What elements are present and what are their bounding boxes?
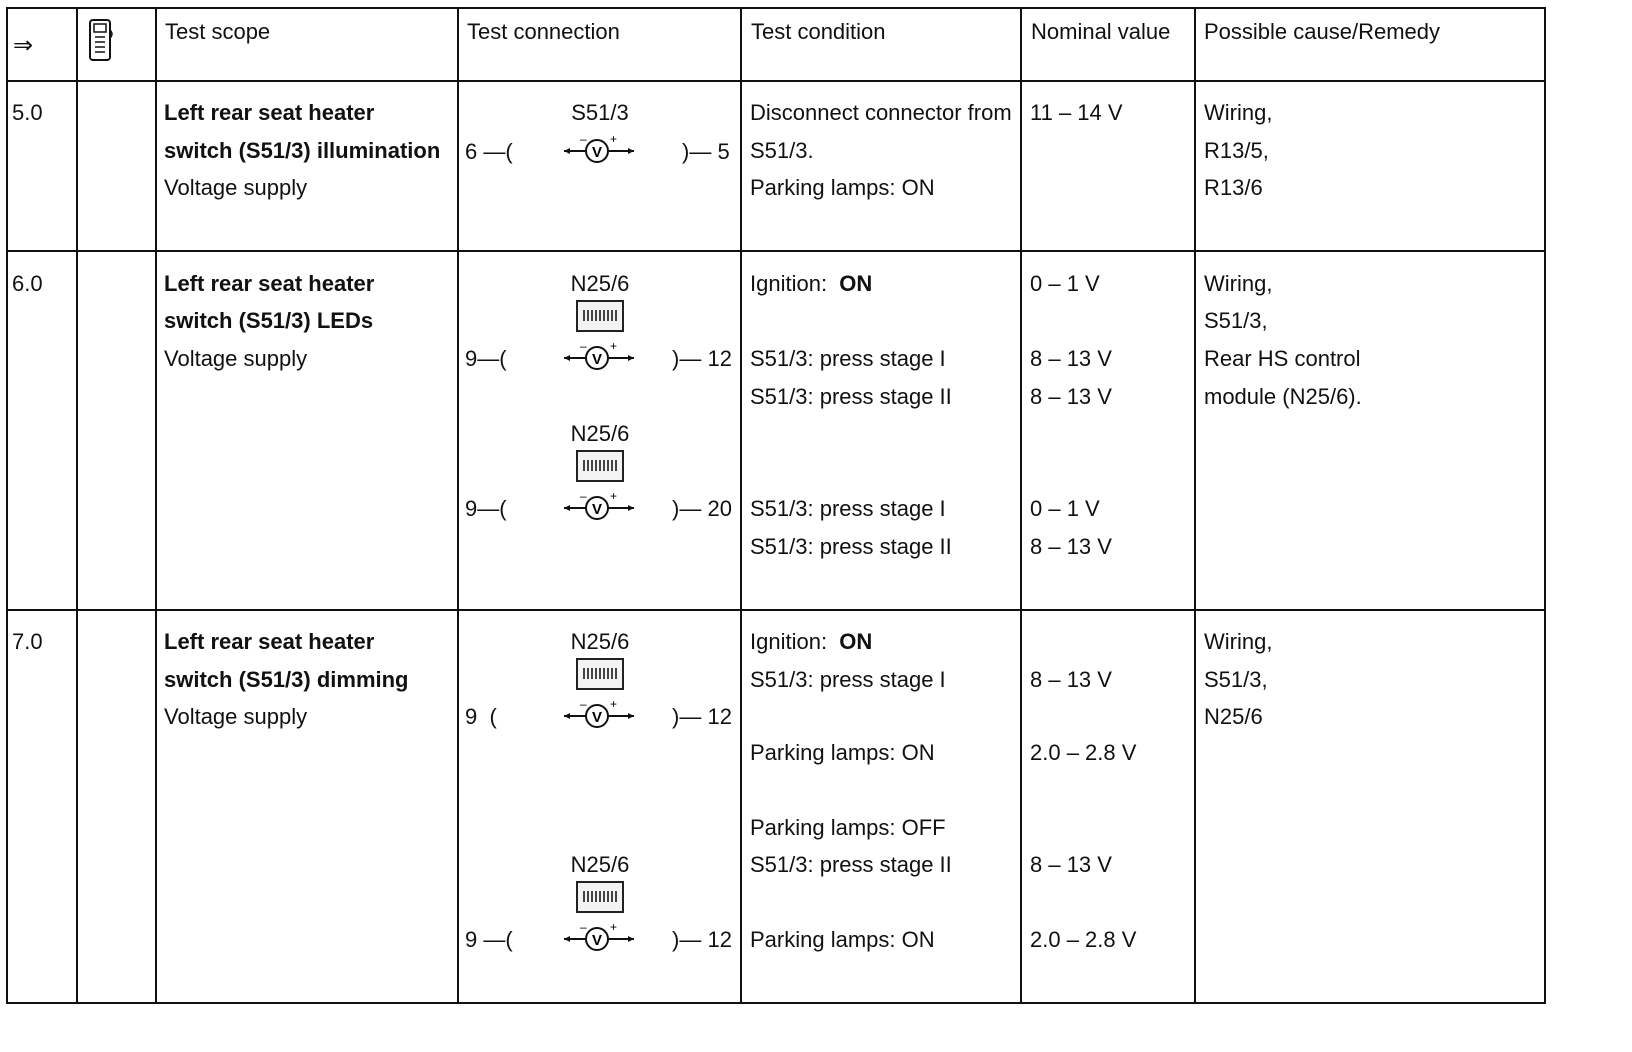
right-pin: )— 5 bbox=[682, 139, 730, 164]
control-module-icon bbox=[576, 300, 624, 332]
voltmeter-icon bbox=[560, 919, 640, 960]
header-test-connection: Test connection bbox=[467, 19, 620, 44]
test-condition: S51/3. bbox=[750, 138, 814, 163]
left-pin: 9 ( bbox=[465, 704, 497, 729]
component-label: N25/6 bbox=[570, 629, 630, 654]
svg-text:V: V bbox=[591, 501, 603, 518]
control-module-icon bbox=[576, 658, 624, 690]
remedy-line: Wiring, bbox=[1204, 629, 1273, 654]
svg-text:+: + bbox=[610, 339, 618, 353]
component-label: N25/6 bbox=[570, 421, 630, 446]
remedy-line: S51/3, bbox=[1204, 308, 1268, 333]
column-divider bbox=[1020, 7, 1022, 1004]
test-condition: Parking lamps: ON bbox=[750, 740, 935, 765]
svg-text:–: – bbox=[580, 697, 587, 711]
nominal-value: 0 – 1 V bbox=[1030, 496, 1100, 521]
column-divider bbox=[457, 7, 459, 1004]
voltmeter-icon bbox=[560, 131, 640, 172]
remedy-line: R13/6 bbox=[1204, 175, 1263, 200]
remedy-line: Rear HS control bbox=[1204, 346, 1361, 371]
test-scope-title: Left rear seat heater bbox=[164, 100, 375, 125]
right-pin: )— 12 bbox=[672, 927, 732, 952]
row-divider bbox=[6, 609, 1546, 611]
header-divider bbox=[6, 80, 1546, 82]
nominal-value: 0 – 1 V bbox=[1030, 271, 1100, 296]
remedy-line: module (N25/6). bbox=[1204, 384, 1362, 409]
test-scope-subtitle: Voltage supply bbox=[164, 346, 308, 371]
header-nominal-value: Nominal value bbox=[1031, 19, 1171, 44]
step-number: 7.0 bbox=[12, 629, 43, 654]
test-condition: S51/3: press stage I bbox=[750, 496, 946, 521]
test-scope-subtitle: Voltage supply bbox=[164, 175, 308, 200]
header-test-condition: Test condition bbox=[751, 19, 886, 44]
arrow-icon: ⇒ bbox=[13, 32, 34, 59]
left-pin: 9—( bbox=[465, 346, 507, 371]
step-number: 5.0 bbox=[12, 100, 43, 125]
svg-text:–: – bbox=[580, 920, 587, 934]
row-divider bbox=[6, 250, 1546, 252]
voltmeter-icon bbox=[560, 696, 640, 737]
test-condition: Disconnect connector from bbox=[750, 100, 1012, 125]
test-condition: S51/3: press stage II bbox=[750, 852, 952, 877]
test-scope-title: switch (S51/3) illumination bbox=[164, 138, 441, 163]
voltmeter-icon bbox=[560, 338, 640, 379]
table-border-top bbox=[6, 7, 1546, 9]
test-condition: Ignition: ON bbox=[750, 629, 873, 654]
test-scope-title: switch (S51/3) dimming bbox=[164, 667, 409, 692]
nominal-value: 8 – 13 V bbox=[1030, 346, 1112, 371]
svg-text:V: V bbox=[591, 709, 603, 726]
svg-text:+: + bbox=[610, 697, 618, 711]
table-border-left bbox=[6, 7, 8, 1004]
step-number: 6.0 bbox=[12, 271, 43, 296]
right-pin: )— 12 bbox=[672, 704, 732, 729]
header-remedy: Possible cause/Remedy bbox=[1204, 19, 1441, 44]
multimeter-icon bbox=[87, 18, 115, 69]
remedy-line: Wiring, bbox=[1204, 100, 1273, 125]
svg-text:V: V bbox=[591, 932, 603, 949]
test-scope-subtitle: Voltage supply bbox=[164, 704, 308, 729]
right-pin: )— 12 bbox=[672, 346, 732, 371]
nominal-value: 8 – 13 V bbox=[1030, 534, 1112, 559]
voltmeter-icon bbox=[560, 488, 640, 529]
component-label: S51/3 bbox=[571, 100, 629, 125]
table-border-right bbox=[1544, 7, 1546, 1004]
column-divider bbox=[155, 7, 157, 1004]
test-condition: Ignition: ON bbox=[750, 271, 873, 296]
nominal-value: 8 – 13 V bbox=[1030, 852, 1112, 877]
right-pin: )— 20 bbox=[672, 496, 732, 521]
svg-text:V: V bbox=[591, 351, 603, 368]
left-pin: 6 —( bbox=[465, 139, 513, 164]
svg-text:+: + bbox=[610, 920, 618, 934]
control-module-icon bbox=[576, 881, 624, 913]
nominal-value: 11 – 14 V bbox=[1030, 100, 1123, 125]
component-label: N25/6 bbox=[570, 852, 630, 877]
test-scope-title: Left rear seat heater bbox=[164, 271, 375, 296]
test-scope-title: switch (S51/3) LEDs bbox=[164, 308, 374, 333]
table-border-bottom bbox=[6, 1002, 1546, 1004]
column-divider bbox=[740, 7, 742, 1004]
svg-text:–: – bbox=[580, 339, 587, 353]
left-pin: 9—( bbox=[465, 496, 507, 521]
test-condition: Parking lamps: OFF bbox=[750, 815, 946, 840]
header-test-scope: Test scope bbox=[165, 19, 271, 44]
test-condition: S51/3: press stage I bbox=[750, 667, 946, 692]
nominal-value: 2.0 – 2.8 V bbox=[1030, 740, 1137, 765]
remedy-line: N25/6 bbox=[1204, 704, 1263, 729]
column-divider bbox=[76, 7, 78, 1004]
svg-text:+: + bbox=[610, 489, 618, 503]
svg-text:V: V bbox=[591, 144, 603, 161]
svg-text:–: – bbox=[580, 489, 587, 503]
nominal-value: 8 – 13 V bbox=[1030, 667, 1112, 692]
nominal-value: 2.0 – 2.8 V bbox=[1030, 927, 1137, 952]
remedy-line: Wiring, bbox=[1204, 271, 1273, 296]
test-condition: Parking lamps: ON bbox=[750, 175, 935, 200]
nominal-value: 8 – 13 V bbox=[1030, 384, 1112, 409]
left-pin: 9 —( bbox=[465, 927, 513, 952]
column-divider bbox=[1194, 7, 1196, 1004]
svg-text:–: – bbox=[580, 132, 587, 146]
component-label: N25/6 bbox=[570, 271, 630, 296]
test-scope-title: Left rear seat heater bbox=[164, 629, 375, 654]
test-condition: S51/3: press stage I bbox=[750, 346, 946, 371]
test-condition: Parking lamps: ON bbox=[750, 927, 935, 952]
svg-text:+: + bbox=[610, 132, 618, 146]
test-condition: S51/3: press stage II bbox=[750, 534, 952, 559]
control-module-icon bbox=[576, 450, 624, 482]
remedy-line: S51/3, bbox=[1204, 667, 1268, 692]
remedy-line: R13/5, bbox=[1204, 138, 1269, 163]
test-condition: S51/3: press stage II bbox=[750, 384, 952, 409]
